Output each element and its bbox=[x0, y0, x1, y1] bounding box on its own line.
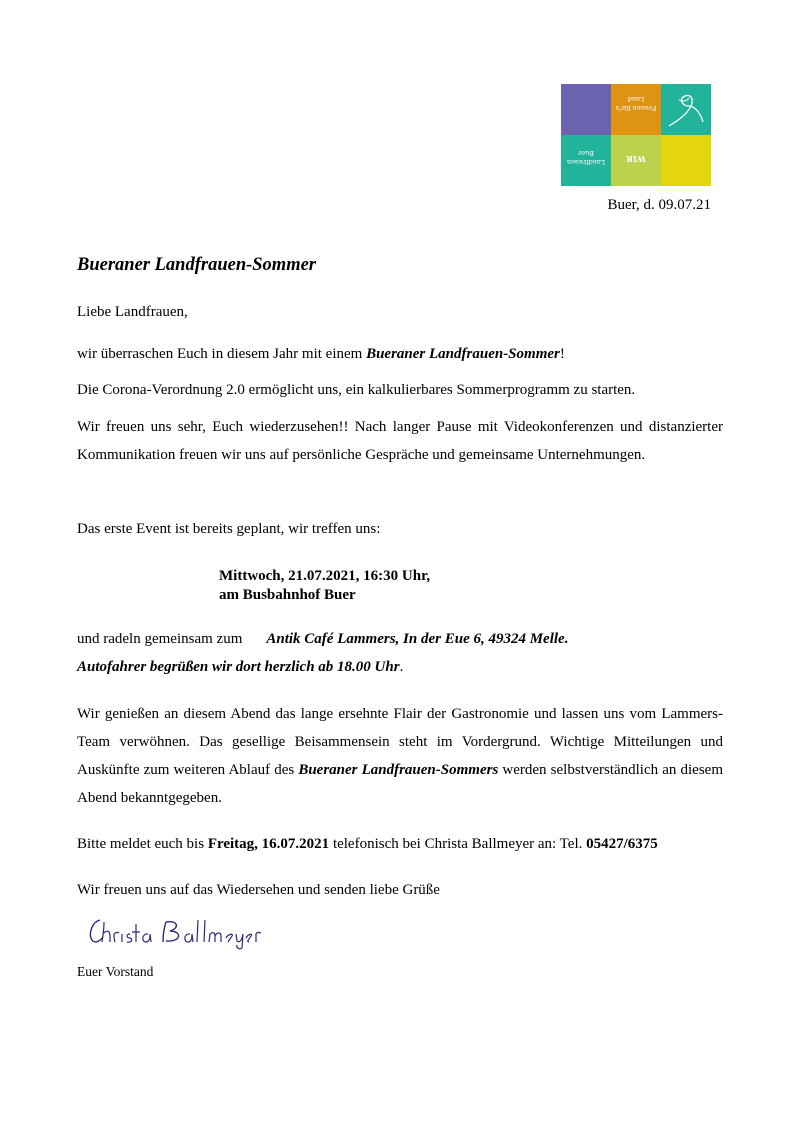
paragraph-welcome: Wir freuen uns sehr, Euch wiederzusehen!! Nach langer Pause mit Videokonferenzen und distanzierter Kommunikation freuen wir uns auf persönliche Gespräche und gemeinsame Unternehmungen. bbox=[77, 419, 723, 463]
salutation: Liebe Landfrauen, bbox=[77, 304, 188, 320]
drivers-note: Autofahrer begrüßen wir dort herzlich ab 18.00 Uhr bbox=[77, 659, 400, 675]
landfrauen-logo bbox=[561, 84, 711, 186]
paragraph-event-intro: Das erste Event ist bereits geplant, wir treffen uns: bbox=[77, 521, 381, 537]
paragraph-cafe: und radeln gemeinsam zum Antik Café Lammers, In der Eue 6, 49324 Melle. Autofahrer begrüßen wir dort herzlich ab 18.00 Uhr. bbox=[77, 631, 569, 675]
signature bbox=[86, 914, 261, 950]
program-name-2: Bueraner Landfrauen-Sommers bbox=[298, 762, 499, 778]
paragraph-evening: Wir genießen an diesem Abend das lange ersehnte Flair der Gastronomie und lassen uns vom Lammers-Team verwöhnen. Das gesellige Beisammensein steht im Vordergrund. Wichtige Mitteilungen und Auskünfte zum weiteren Ablauf des Bueraner Landfrauen-Sommers werden selbstverständlich an diesem Abend bekanntgegeben. bbox=[77, 706, 723, 806]
logo-cell-yellow bbox=[661, 135, 711, 186]
event-datetime: Mittwoch, 21.07.2021, 16:30 Uhr, bbox=[219, 568, 431, 584]
swirl-icon bbox=[661, 84, 711, 135]
closing-line: Wir freuen uns auf das Wiedersehen und senden liebe Grüße bbox=[77, 882, 440, 898]
logo-cell-purple bbox=[561, 84, 611, 135]
event-details bbox=[219, 567, 430, 605]
logo-text-top: Frauen für's Land bbox=[615, 95, 657, 112]
letter-date: Buer, d. 09.07.21 bbox=[607, 197, 711, 213]
event-meeting-point: am Busbahnhof Buer bbox=[219, 587, 356, 603]
logo-text-bottom-left: Landfrauen Buer bbox=[566, 149, 606, 166]
logo-text-bottom-mid: WIR bbox=[626, 154, 646, 164]
paragraph-rsvp: Bitte meldet euch bis Freitag, 16.07.2021 telefonisch bei Christa Ballmeyer an: Tel. 05427/6375 bbox=[77, 836, 658, 852]
rsvp-phone: 05427/6375 bbox=[586, 836, 658, 852]
rsvp-deadline: Freitag, 16.07.2021 bbox=[207, 836, 330, 852]
sign-off: Euer Vorstand bbox=[77, 964, 154, 979]
cafe-location: Antik Café Lammers, In der Eue 6, 49324 Melle. bbox=[266, 631, 569, 647]
paragraph-intro: wir überraschen Euch in diesem Jahr mit einem Bueraner Landfrauen-Sommer! bbox=[77, 346, 565, 362]
paragraph-corona: Die Corona-Verordnung 2.0 ermöglicht uns, ein kalkulierbares Sommerprogramm zu starten. bbox=[77, 382, 636, 398]
letter-heading: Bueraner Landfrauen-Sommer bbox=[77, 255, 316, 275]
program-name: Bueraner Landfrauen-Sommer bbox=[366, 346, 560, 362]
